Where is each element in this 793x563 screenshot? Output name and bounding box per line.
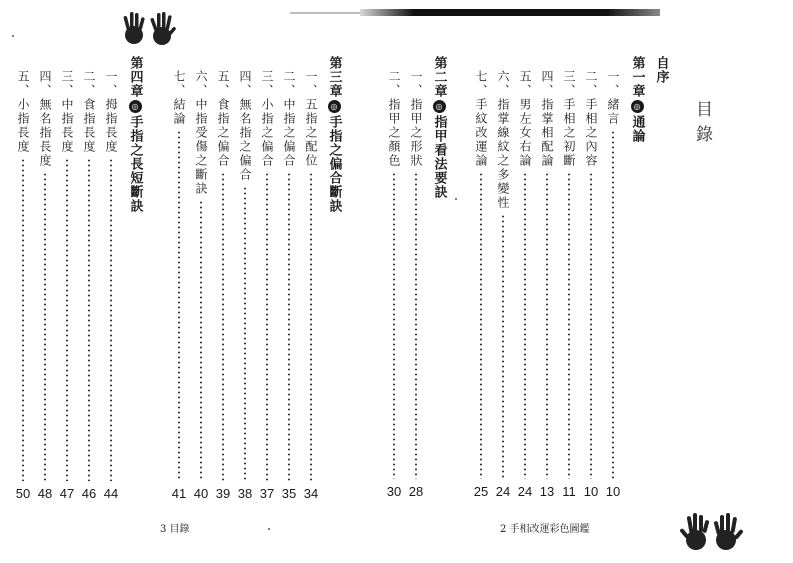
toc-entry[interactable]: 三、小指之偏合 37: [259, 70, 275, 501]
page-number: 24: [517, 484, 533, 499]
dot-leader: [178, 130, 180, 481]
dot-leader: [288, 172, 290, 481]
page-number: 10: [583, 484, 599, 499]
handprint-icon: [118, 8, 180, 50]
toc-entry[interactable]: 六、指掌線紋之多變性 24: [495, 70, 511, 499]
page-number: 25: [473, 484, 489, 499]
dot-leader: [222, 172, 224, 481]
dot-leader: [524, 172, 526, 479]
chapter-title: 指甲看法要訣: [431, 115, 447, 199]
dot-leader: [546, 172, 548, 479]
dot-leader: [88, 158, 90, 481]
chapter-separator-icon: ◎: [433, 100, 446, 113]
chapter-3-heading: [323, 56, 345, 213]
page-number: 40: [193, 486, 209, 501]
chapter-title: 手指之偏合斷訣: [326, 115, 342, 213]
dot-leader: [44, 172, 46, 481]
chapter-label: 第三章: [326, 56, 342, 98]
toc-entry[interactable]: 一、五指之配位 34: [303, 70, 319, 501]
page-number: 41: [171, 486, 187, 501]
dot-leader: [415, 172, 417, 479]
scan-artifact-bar: [360, 9, 660, 16]
chapter-separator-icon: ◎: [129, 100, 142, 113]
toc-entry[interactable]: 二、食指長度 46: [81, 70, 97, 501]
chapter-separator-icon: ◎: [328, 100, 341, 113]
chapter-label: 第二章: [431, 56, 447, 98]
chapter-2-heading: [428, 56, 450, 199]
chapter-title: 通論: [629, 115, 645, 143]
page-number: 38: [237, 486, 253, 501]
dot-leader: [393, 172, 395, 479]
toc-entry[interactable]: 一、拇指長度 44: [103, 70, 119, 501]
toc-entry[interactable]: 五、男左女右論 24: [517, 70, 533, 499]
page-number: 47: [59, 486, 75, 501]
chapter-title: 手指之長短斷訣: [127, 115, 143, 213]
dot-leader: [110, 158, 112, 481]
toc-entry[interactable]: 五、食指之偏合 39: [215, 70, 231, 501]
toc-entry[interactable]: 四、指掌相配論 13: [539, 70, 555, 499]
page-number: 44: [103, 486, 119, 501]
toc-entry[interactable]: 三、手相之初斷 11: [562, 70, 576, 499]
page-number: 24: [495, 484, 511, 499]
page-number: 46: [81, 486, 97, 501]
page-number: 11: [562, 484, 576, 499]
chapter-4-heading: [124, 56, 146, 213]
dot-leader: [590, 172, 592, 479]
page-number: 50: [15, 486, 31, 501]
page-number: 10: [605, 484, 621, 499]
dot-leader: [22, 158, 24, 481]
scan-speck: [268, 528, 270, 530]
dot-leader: [244, 186, 246, 481]
toc-entry[interactable]: 五、小指長度 50: [15, 70, 31, 501]
toc-entry[interactable]: 二、指甲之顏色 30: [386, 70, 402, 499]
toc-entry[interactable]: 一、指甲之形狀 28: [408, 70, 424, 499]
page-number: 34: [303, 486, 319, 501]
toc-entry[interactable]: 七、手紋改運論 25: [473, 70, 489, 499]
page-number: 48: [37, 486, 53, 501]
scan-speck: [12, 35, 14, 37]
dot-leader: [66, 158, 68, 481]
page-title: 目錄: [692, 100, 712, 150]
toc-entry[interactable]: 二、手相之內容 10: [583, 70, 599, 499]
preface-title: 自序: [653, 56, 669, 84]
toc-entry[interactable]: 一、緒言 10: [605, 70, 621, 499]
dot-leader: [266, 172, 268, 481]
chapter-1-heading: [626, 56, 648, 143]
chapter-separator-icon: ◎: [631, 100, 644, 113]
dot-leader: [310, 172, 312, 481]
page-number: 13: [539, 484, 555, 499]
chapter-label: 第四章: [127, 56, 143, 98]
scan-speck: [455, 198, 457, 200]
handprint-icon: [678, 510, 746, 554]
page-number: 37: [259, 486, 275, 501]
toc-entry[interactable]: 四、無名指長度 48: [37, 70, 53, 501]
toc-entry[interactable]: 七、結論 41: [171, 70, 187, 501]
toc-entry[interactable]: 四、無名指之偏合 38: [237, 70, 253, 501]
chapter-label: 第一章: [629, 56, 645, 98]
right-page-footer: 2 手相改運彩色圖鑑: [500, 524, 590, 535]
page-number: 28: [408, 484, 424, 499]
dot-leader: [612, 130, 614, 479]
toc-entry[interactable]: 六、中指受傷之斷訣 40: [193, 70, 209, 501]
toc-entry[interactable]: 三、中指長度 47: [59, 70, 75, 501]
page-number: 39: [215, 486, 231, 501]
dot-leader: [568, 172, 570, 479]
page-number: 30: [386, 484, 402, 499]
toc-entry[interactable]: 二、中指之偏合 35: [281, 70, 297, 501]
scan-artifact: [290, 12, 365, 14]
dot-leader: [200, 200, 202, 481]
dot-leader: [502, 214, 504, 479]
page-number: 35: [281, 486, 297, 501]
dot-leader: [480, 172, 482, 479]
left-page-footer: 3 目錄: [160, 524, 190, 535]
